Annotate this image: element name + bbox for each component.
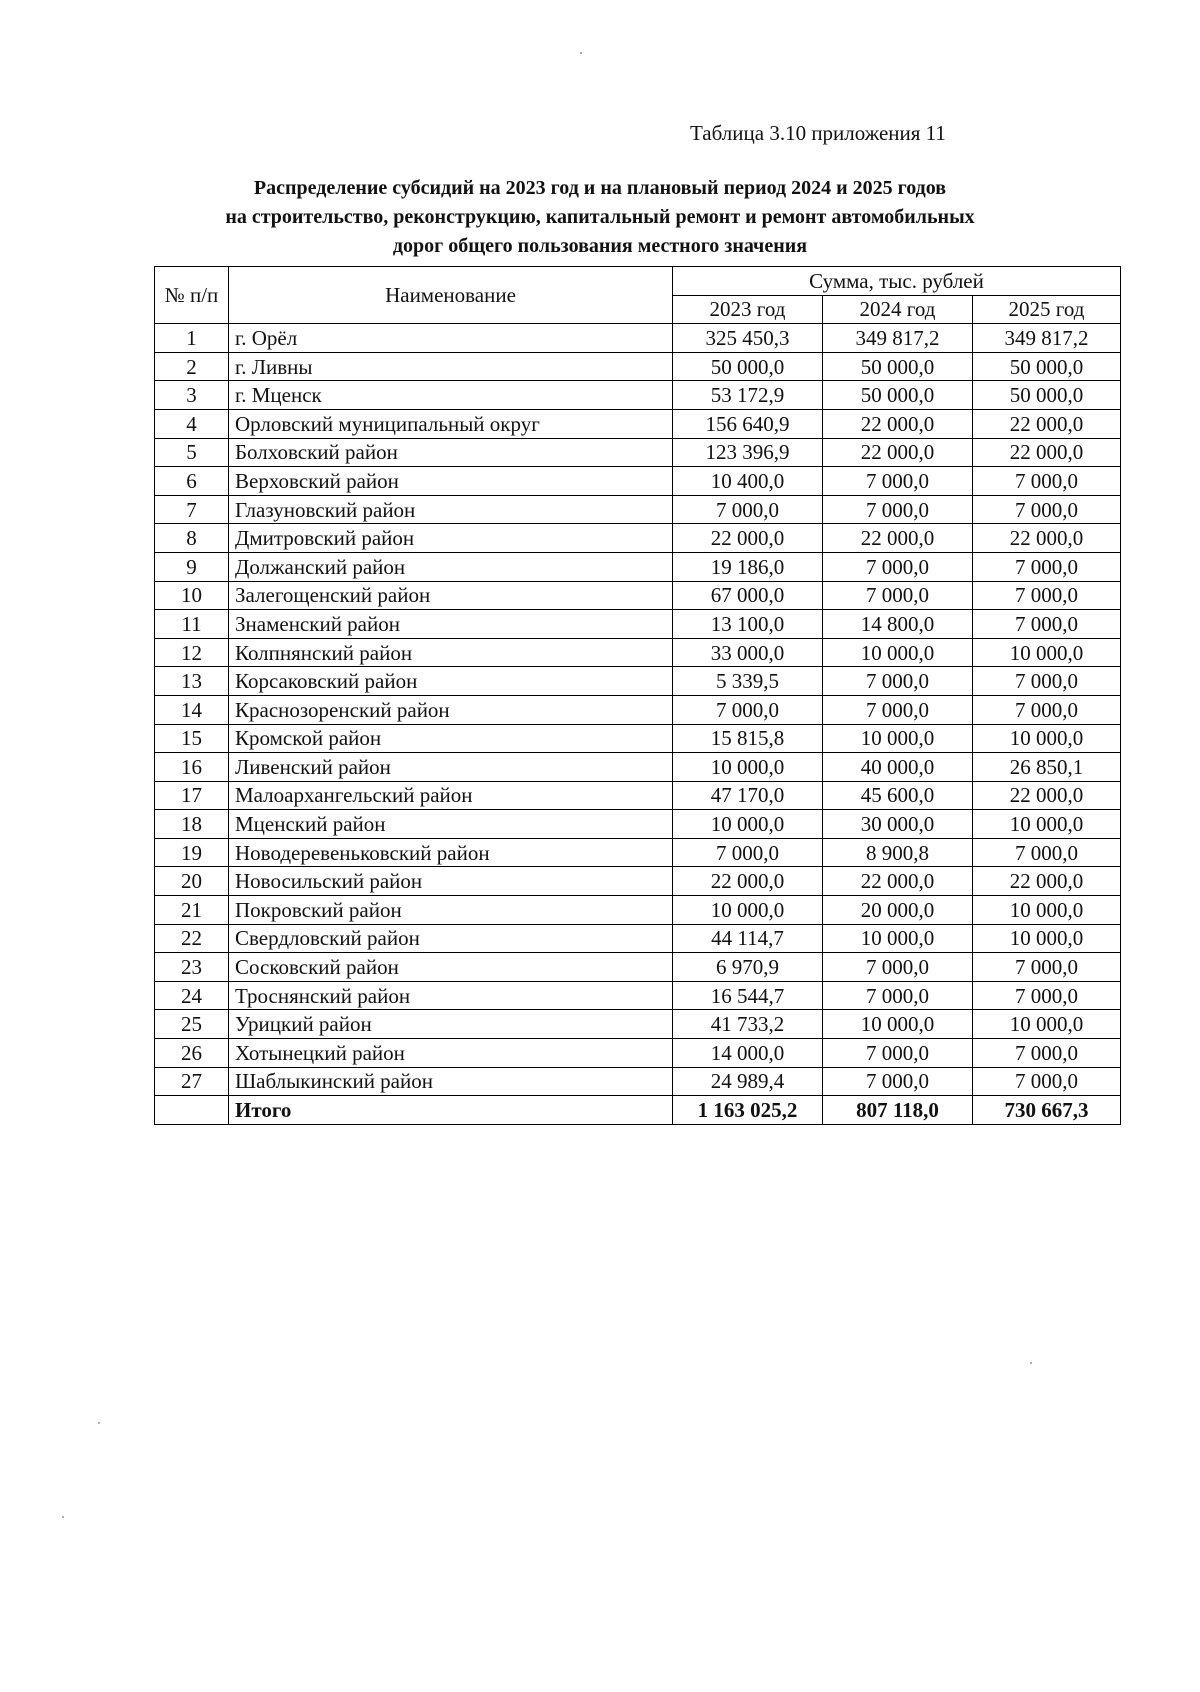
row-name: Шаблыкинский район — [229, 1067, 673, 1096]
row-number: 23 — [155, 953, 229, 982]
row-number: 5 — [155, 438, 229, 467]
value-2023: 14 000,0 — [673, 1039, 823, 1068]
value-2023: 53 172,9 — [673, 381, 823, 410]
row-number: 14 — [155, 695, 229, 724]
value-2023: 15 815,8 — [673, 724, 823, 753]
table-row — [155, 924, 1121, 953]
row-number: 27 — [155, 1067, 229, 1096]
row-name: Орловский муниципальный округ — [229, 409, 673, 438]
row-name: г. Мценск — [229, 381, 673, 410]
value-2025: 7 000,0 — [973, 667, 1121, 696]
row-number: 9 — [155, 552, 229, 581]
row-name: Должанский район — [229, 552, 673, 581]
value-2025: 7 000,0 — [973, 1067, 1121, 1096]
row-number: 12 — [155, 638, 229, 667]
value-2024: 40 000,0 — [823, 753, 973, 782]
value-2023: 33 000,0 — [673, 638, 823, 667]
value-2025: 7 000,0 — [973, 467, 1121, 496]
total-row — [155, 1096, 1121, 1125]
value-2024: 22 000,0 — [823, 409, 973, 438]
table-row — [155, 324, 1121, 353]
total-number — [155, 1096, 229, 1125]
table-row — [155, 896, 1121, 925]
row-number: 1 — [155, 324, 229, 353]
value-2025: 7 000,0 — [973, 695, 1121, 724]
value-2024: 22 000,0 — [823, 867, 973, 896]
row-name: Новодеревеньковский район — [229, 838, 673, 867]
table-row — [155, 352, 1121, 381]
value-2023: 10 000,0 — [673, 896, 823, 925]
row-number: 17 — [155, 781, 229, 810]
value-2024: 7 000,0 — [823, 981, 973, 1010]
value-2025: 26 850,1 — [973, 753, 1121, 782]
row-name: Сосковский район — [229, 953, 673, 982]
row-number: 26 — [155, 1039, 229, 1068]
table-row — [155, 467, 1121, 496]
row-name: Болховский район — [229, 438, 673, 467]
header-year-2023: 2023 год — [673, 295, 823, 324]
table-row — [155, 981, 1121, 1010]
value-2024: 7 000,0 — [823, 581, 973, 610]
scan-speck — [1030, 1362, 1032, 1364]
value-2023: 7 000,0 — [673, 695, 823, 724]
table-row — [155, 581, 1121, 610]
row-number: 8 — [155, 524, 229, 553]
value-2025: 7 000,0 — [973, 495, 1121, 524]
value-2025: 50 000,0 — [973, 352, 1121, 381]
total-2024: 807 118,0 — [823, 1096, 973, 1125]
document-title — [140, 174, 1060, 261]
total-label: Итого — [229, 1096, 673, 1125]
value-2023: 6 970,9 — [673, 953, 823, 982]
table-row — [155, 409, 1121, 438]
table-row — [155, 753, 1121, 782]
row-name: Кромской район — [229, 724, 673, 753]
value-2023: 67 000,0 — [673, 581, 823, 610]
value-2023: 22 000,0 — [673, 524, 823, 553]
value-2023: 7 000,0 — [673, 838, 823, 867]
value-2025: 10 000,0 — [973, 724, 1121, 753]
row-name: Свердловский район — [229, 924, 673, 953]
title-line: Распределение субсидий на 2023 год и на плановый период 2024 и 2025 годов — [253, 177, 947, 199]
value-2024: 349 817,2 — [823, 324, 973, 353]
row-name: Верховский район — [229, 467, 673, 496]
row-name: Корсаковский район — [229, 667, 673, 696]
table-row — [155, 667, 1121, 696]
table-row — [155, 1010, 1121, 1039]
row-name: Урицкий район — [229, 1010, 673, 1039]
table-row — [155, 838, 1121, 867]
row-number: 21 — [155, 896, 229, 925]
value-2024: 8 900,8 — [823, 838, 973, 867]
value-2024: 7 000,0 — [823, 953, 973, 982]
value-2025: 7 000,0 — [973, 610, 1121, 639]
value-2024: 7 000,0 — [823, 552, 973, 581]
value-2023: 47 170,0 — [673, 781, 823, 810]
value-2025: 10 000,0 — [973, 810, 1121, 839]
row-name: Новосильский район — [229, 867, 673, 896]
value-2025: 7 000,0 — [973, 1039, 1121, 1068]
row-name: Малоархангельский район — [229, 781, 673, 810]
value-2025: 7 000,0 — [973, 953, 1121, 982]
table-row — [155, 524, 1121, 553]
value-2024: 20 000,0 — [823, 896, 973, 925]
value-2023: 44 114,7 — [673, 924, 823, 953]
row-name: Залегощенский район — [229, 581, 673, 610]
value-2023: 7 000,0 — [673, 495, 823, 524]
value-2023: 10 000,0 — [673, 810, 823, 839]
row-name: Хотынецкий район — [229, 1039, 673, 1068]
row-number: 2 — [155, 352, 229, 381]
value-2024: 45 600,0 — [823, 781, 973, 810]
value-2024: 7 000,0 — [823, 1067, 973, 1096]
value-2025: 10 000,0 — [973, 924, 1121, 953]
table-row — [155, 381, 1121, 410]
table-row — [155, 610, 1121, 639]
header-year-2024: 2024 год — [823, 295, 973, 324]
value-2025: 7 000,0 — [973, 552, 1121, 581]
value-2023: 50 000,0 — [673, 352, 823, 381]
row-number: 6 — [155, 467, 229, 496]
scan-speck — [580, 52, 582, 54]
value-2025: 22 000,0 — [973, 438, 1121, 467]
row-number: 22 — [155, 924, 229, 953]
title-line: на строительство, реконструкцию, капитальный ремонт и ремонт автомобильных — [225, 206, 975, 228]
row-name: г. Ливны — [229, 352, 673, 381]
row-number: 15 — [155, 724, 229, 753]
row-number: 10 — [155, 581, 229, 610]
value-2024: 7 000,0 — [823, 695, 973, 724]
value-2023: 325 450,3 — [673, 324, 823, 353]
table-row — [155, 810, 1121, 839]
table-row — [155, 867, 1121, 896]
scan-speck — [98, 1422, 100, 1424]
total-2025: 730 667,3 — [973, 1096, 1121, 1125]
header-sum: Сумма, тыс. рублей — [673, 267, 1121, 296]
value-2025: 22 000,0 — [973, 867, 1121, 896]
value-2024: 10 000,0 — [823, 638, 973, 667]
table-row — [155, 695, 1121, 724]
row-number: 4 — [155, 409, 229, 438]
total-2023: 1 163 025,2 — [673, 1096, 823, 1125]
value-2023: 19 186,0 — [673, 552, 823, 581]
row-name: Мценский район — [229, 810, 673, 839]
row-number: 25 — [155, 1010, 229, 1039]
value-2025: 7 000,0 — [973, 581, 1121, 610]
value-2025: 10 000,0 — [973, 896, 1121, 925]
row-name: Дмитровский район — [229, 524, 673, 553]
value-2024: 14 800,0 — [823, 610, 973, 639]
table-row — [155, 438, 1121, 467]
row-number: 13 — [155, 667, 229, 696]
row-name: г. Орёл — [229, 324, 673, 353]
value-2025: 7 000,0 — [973, 838, 1121, 867]
row-number: 19 — [155, 838, 229, 867]
value-2024: 22 000,0 — [823, 438, 973, 467]
value-2024: 10 000,0 — [823, 924, 973, 953]
value-2023: 16 544,7 — [673, 981, 823, 1010]
row-number: 7 — [155, 495, 229, 524]
value-2024: 7 000,0 — [823, 1039, 973, 1068]
value-2024: 7 000,0 — [823, 467, 973, 496]
value-2023: 10 400,0 — [673, 467, 823, 496]
table-row — [155, 495, 1121, 524]
table-row — [155, 724, 1121, 753]
row-number: 3 — [155, 381, 229, 410]
value-2023: 22 000,0 — [673, 867, 823, 896]
value-2024: 50 000,0 — [823, 352, 973, 381]
row-name: Троснянский район — [229, 981, 673, 1010]
value-2023: 123 396,9 — [673, 438, 823, 467]
value-2024: 50 000,0 — [823, 381, 973, 410]
table-row — [155, 953, 1121, 982]
row-name: Глазуновский район — [229, 495, 673, 524]
table-row — [155, 1039, 1121, 1068]
header-name: Наименование — [229, 267, 673, 324]
value-2024: 10 000,0 — [823, 724, 973, 753]
value-2025: 22 000,0 — [973, 409, 1121, 438]
row-name: Покровский район — [229, 896, 673, 925]
table-row — [155, 552, 1121, 581]
value-2024: 30 000,0 — [823, 810, 973, 839]
row-number: 24 — [155, 981, 229, 1010]
scan-speck — [62, 1516, 64, 1518]
value-2025: 10 000,0 — [973, 1010, 1121, 1039]
value-2024: 22 000,0 — [823, 524, 973, 553]
table-row — [155, 1067, 1121, 1096]
value-2025: 10 000,0 — [973, 638, 1121, 667]
row-name: Ливенский район — [229, 753, 673, 782]
value-2025: 22 000,0 — [973, 781, 1121, 810]
value-2024: 7 000,0 — [823, 667, 973, 696]
row-number: 20 — [155, 867, 229, 896]
table-row — [155, 781, 1121, 810]
subsidy-table — [154, 266, 1121, 1125]
row-name: Знаменский район — [229, 610, 673, 639]
table-body — [155, 324, 1121, 1125]
row-name: Краснозоренский район — [229, 695, 673, 724]
value-2025: 50 000,0 — [973, 381, 1121, 410]
value-2025: 22 000,0 — [973, 524, 1121, 553]
table-row — [155, 638, 1121, 667]
value-2023: 13 100,0 — [673, 610, 823, 639]
row-number: 16 — [155, 753, 229, 782]
row-number: 18 — [155, 810, 229, 839]
value-2024: 7 000,0 — [823, 495, 973, 524]
value-2025: 349 817,2 — [973, 324, 1121, 353]
value-2025: 7 000,0 — [973, 981, 1121, 1010]
row-number: 11 — [155, 610, 229, 639]
value-2023: 41 733,2 — [673, 1010, 823, 1039]
value-2024: 10 000,0 — [823, 1010, 973, 1039]
header-num: № п/п — [155, 267, 229, 324]
value-2023: 5 339,5 — [673, 667, 823, 696]
row-name: Колпнянский район — [229, 638, 673, 667]
table-caption: Таблица 3.10 приложения 11 — [690, 121, 946, 145]
header-year-2025: 2025 год — [973, 295, 1121, 324]
value-2023: 24 989,4 — [673, 1067, 823, 1096]
title-line: дорог общего пользования местного значения — [392, 235, 808, 257]
value-2023: 10 000,0 — [673, 753, 823, 782]
value-2023: 156 640,9 — [673, 409, 823, 438]
